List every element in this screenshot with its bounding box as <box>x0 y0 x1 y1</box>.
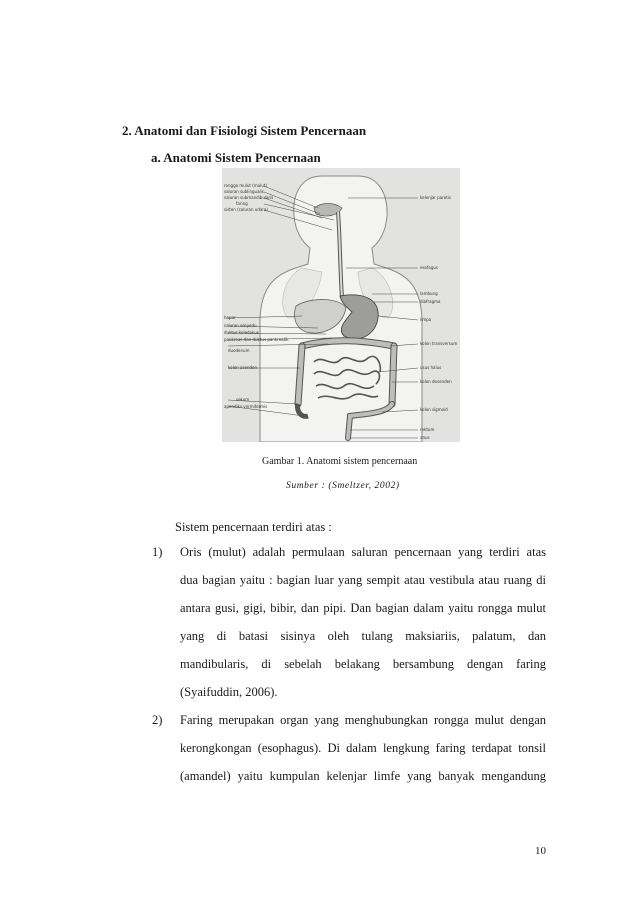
figure-label: usus halus <box>420 365 442 370</box>
figure-label: kelenjar parotis <box>420 195 451 200</box>
figure-label: faring <box>236 201 248 206</box>
figure-label: pankreas dan duktus pankreatik <box>224 337 289 342</box>
figure-label: kolon asenden <box>228 365 258 370</box>
page-number: 10 <box>535 845 546 857</box>
figure-label: duktus koledokus <box>224 330 259 335</box>
figure-label: kolon sigmoid <box>420 407 448 412</box>
text-line: (amandel) yaitu kumpulan kelenjar limfe yang banyak mengandung <box>180 769 546 783</box>
digestive-system-figure <box>222 168 460 442</box>
figure-label: rongga mulut (mulut) <box>224 183 268 188</box>
anatomy-illustration <box>222 168 460 442</box>
figure-label: saluran submandibularis <box>224 195 274 200</box>
figure-label: saluran empedu <box>224 323 257 328</box>
figure-label: sisten (saluran udara) <box>224 207 268 212</box>
section-heading: 2. Anatomi dan Fisiologi Sistem Pencernaan <box>122 123 367 138</box>
figure-label: kolon transversum <box>420 341 458 346</box>
figure-label: sekum <box>236 397 250 402</box>
figure-label: kolon desenden <box>420 379 452 384</box>
figure-label: apendiks vermiformis <box>224 404 268 409</box>
figure-label: limpa <box>420 317 432 322</box>
text-line: mandibularis, di sebelah belakang bersambung dengan faring <box>180 657 546 671</box>
list-item-number: 2) <box>152 713 163 727</box>
figure-label: saluran sublingualis <box>224 189 264 194</box>
figure-label: lambung <box>420 291 438 296</box>
text-line: (Syaifuddin, 2006). <box>180 685 278 699</box>
figure-label: anus <box>420 435 430 440</box>
list-item-number: 1) <box>152 545 163 559</box>
figure-label: duodenum <box>228 348 250 353</box>
intro-paragraph: Sistem pencernaan terdiri atas : <box>175 520 332 534</box>
figure-label: rektum <box>420 427 435 432</box>
figure-label: esofagus <box>420 265 439 270</box>
text-line: antara gusi, gigi, bibir, dan pipi. Dan bagian dalam yaitu rongga mulut <box>180 601 546 615</box>
figure-caption: Gambar 1. Anatomi sistem pencernaan <box>262 456 418 467</box>
text-line: Faring merupakan organ yang menghubungkan rongga mulut dengan <box>180 713 546 727</box>
figure-source: Sumber : (Smeltzer, 2002) <box>286 481 400 491</box>
text-line: dua bagian yaitu : bagian luar yang sempit atau vestibula atau ruang di <box>180 573 546 587</box>
text-line: yang di batasi sisinya oleh tulang maksiariis, palatum, dan <box>180 629 546 643</box>
figure-label: diafragma <box>420 299 441 304</box>
figure-label: hepar <box>224 315 236 320</box>
subsection-heading: a. Anatomi Sistem Pencernaan <box>151 150 321 165</box>
text-line: Oris (mulut) adalah permulaan saluran pencernaan yang terdiri atas <box>180 545 546 559</box>
text-line: kerongkongan (esophagus). Di dalam lengkung faring terdapat tonsil <box>180 741 546 755</box>
